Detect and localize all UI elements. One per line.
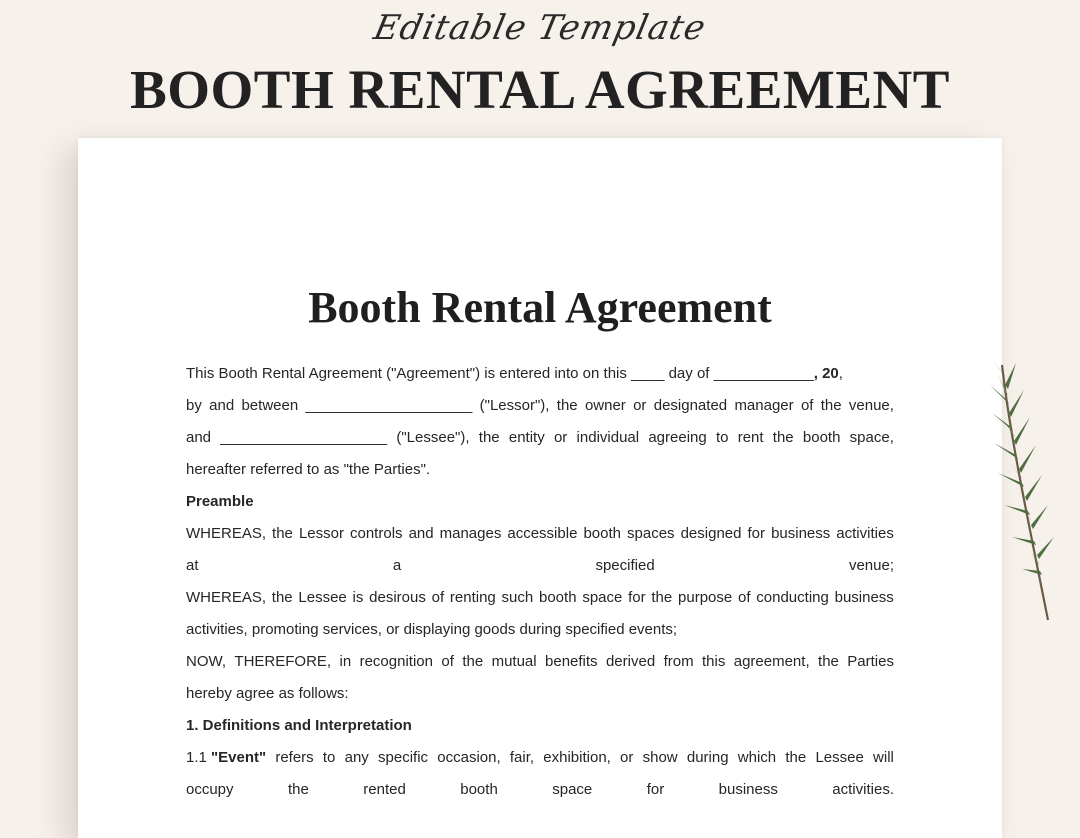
word: ____________________ xyxy=(305,397,473,414)
document-body xyxy=(186,358,894,806)
preamble-heading: Preamble xyxy=(186,493,254,510)
word: business xyxy=(834,589,894,606)
intro-line-3 xyxy=(186,422,894,454)
now-therefore-line-1 xyxy=(186,646,894,678)
word: the xyxy=(785,749,807,766)
word: specified xyxy=(595,557,655,574)
word: Lessee xyxy=(815,749,864,766)
word: the xyxy=(462,653,484,670)
word: ("Lessor"), xyxy=(479,397,550,414)
word: the xyxy=(287,781,309,798)
now-therefore-line-2: hereby agree as follows: xyxy=(186,685,349,702)
word: THEREFORE, xyxy=(234,653,332,670)
word: specific xyxy=(378,749,429,766)
word: of xyxy=(431,589,445,606)
word: desirous xyxy=(369,589,426,606)
word: rented xyxy=(363,781,406,798)
script-title: Editable Template xyxy=(370,8,710,48)
word: and xyxy=(186,429,212,446)
word: which xyxy=(737,749,777,766)
clause-number: 1.1 "Event" xyxy=(186,749,267,766)
intro-line-2 xyxy=(186,390,894,422)
word: activities. xyxy=(832,781,894,798)
word: booth xyxy=(460,781,498,798)
word: at xyxy=(186,557,199,574)
clause-term: "Event" xyxy=(211,749,267,766)
word: the xyxy=(478,429,500,446)
word: between xyxy=(241,397,299,414)
word: rent xyxy=(737,429,764,446)
document-page xyxy=(78,138,1002,838)
word: purpose xyxy=(678,589,733,606)
intro-line-4: hereafter referred to as "the Parties". xyxy=(186,461,431,478)
word: ____________________ xyxy=(220,429,388,446)
whereas-1-line-1 xyxy=(186,518,894,550)
word: or xyxy=(553,429,568,446)
document-title: Booth Rental Agreement xyxy=(308,283,772,332)
word: ("Lessee"), xyxy=(396,429,470,446)
word: spaces xyxy=(627,525,675,542)
word: the xyxy=(271,589,293,606)
word: in xyxy=(339,653,352,670)
word: mutual xyxy=(491,653,537,670)
word: during xyxy=(686,749,729,766)
word: exhibition, xyxy=(543,749,611,766)
word: fair, xyxy=(509,749,535,766)
intro-comma: , xyxy=(838,365,843,382)
word: to xyxy=(715,429,729,446)
word: is xyxy=(352,589,364,606)
word: refers xyxy=(275,749,314,766)
word: space xyxy=(582,589,623,606)
word: of xyxy=(738,589,751,606)
section-1-1-line-1 xyxy=(186,742,894,774)
whereas-2-line-2: activities, promoting services, or displaying goods during specified events; xyxy=(186,621,678,638)
word: owner xyxy=(584,397,626,414)
word: accessible xyxy=(507,525,578,542)
word: occupy xyxy=(186,781,234,798)
word: WHEREAS, xyxy=(186,589,267,606)
word: the xyxy=(818,653,839,670)
word: to xyxy=(322,749,336,766)
intro-line-1 xyxy=(186,358,894,390)
word: for xyxy=(628,589,646,606)
whereas-1-line-2 xyxy=(186,550,894,582)
word: conducting xyxy=(756,589,829,606)
word: derived xyxy=(605,653,656,670)
word: venue; xyxy=(848,557,894,574)
word: such xyxy=(501,589,534,606)
word: business xyxy=(771,525,831,542)
intro-text: This Booth Rental Agreement ("Agreement") is entered into on this ____ day of ____________ xyxy=(186,365,814,382)
word: space xyxy=(552,781,593,798)
word: business xyxy=(718,781,778,798)
word: will xyxy=(873,749,894,766)
main-title: BOOTH RENTAL AGREEMENT xyxy=(130,59,950,120)
word: by xyxy=(186,397,202,414)
word: the xyxy=(651,589,673,606)
word: the xyxy=(772,429,794,446)
rosemary-sprig-icon xyxy=(980,355,1070,630)
word: booth xyxy=(583,525,621,542)
word: Lessee xyxy=(298,589,347,606)
word: individual xyxy=(576,429,640,446)
whereas-2-line-1 xyxy=(186,582,894,614)
word: controls xyxy=(350,525,403,542)
word: manager xyxy=(734,397,794,414)
word: the xyxy=(556,397,578,414)
word: show xyxy=(642,749,678,766)
word: the xyxy=(272,525,293,542)
word: of xyxy=(800,397,814,414)
word: Parties xyxy=(847,653,894,670)
word: booth xyxy=(539,589,577,606)
word: WHEREAS, xyxy=(186,525,267,542)
word: for xyxy=(747,525,766,542)
section-1-heading: 1. Definitions and Interpretation xyxy=(186,717,412,734)
word: the xyxy=(820,397,842,414)
word: occasion, xyxy=(437,749,501,766)
word: NOW, xyxy=(186,653,226,670)
word: agreement, xyxy=(733,653,810,670)
word: venue, xyxy=(848,397,894,414)
word: from xyxy=(663,653,694,670)
word: benefits xyxy=(545,653,598,670)
word: of xyxy=(441,653,454,670)
word: for xyxy=(646,781,665,798)
word: manages xyxy=(439,525,502,542)
word: entity xyxy=(508,429,545,446)
word: and xyxy=(408,525,434,542)
word: or xyxy=(633,397,647,414)
word: renting xyxy=(449,589,496,606)
word: agreeing xyxy=(648,429,707,446)
intro-year: , 20 xyxy=(813,365,839,382)
word: or xyxy=(620,749,634,766)
word: this xyxy=(701,653,726,670)
word: recognition xyxy=(359,653,433,670)
word: space, xyxy=(849,429,894,446)
word: and xyxy=(209,397,235,414)
word: designated xyxy=(653,397,728,414)
word: a xyxy=(392,557,402,574)
section-1-1-line-2 xyxy=(186,774,894,806)
word: booth xyxy=(802,429,841,446)
word: activities xyxy=(836,525,894,542)
word: any xyxy=(344,749,369,766)
word: designed xyxy=(680,525,742,542)
word: Lessor xyxy=(298,525,344,542)
